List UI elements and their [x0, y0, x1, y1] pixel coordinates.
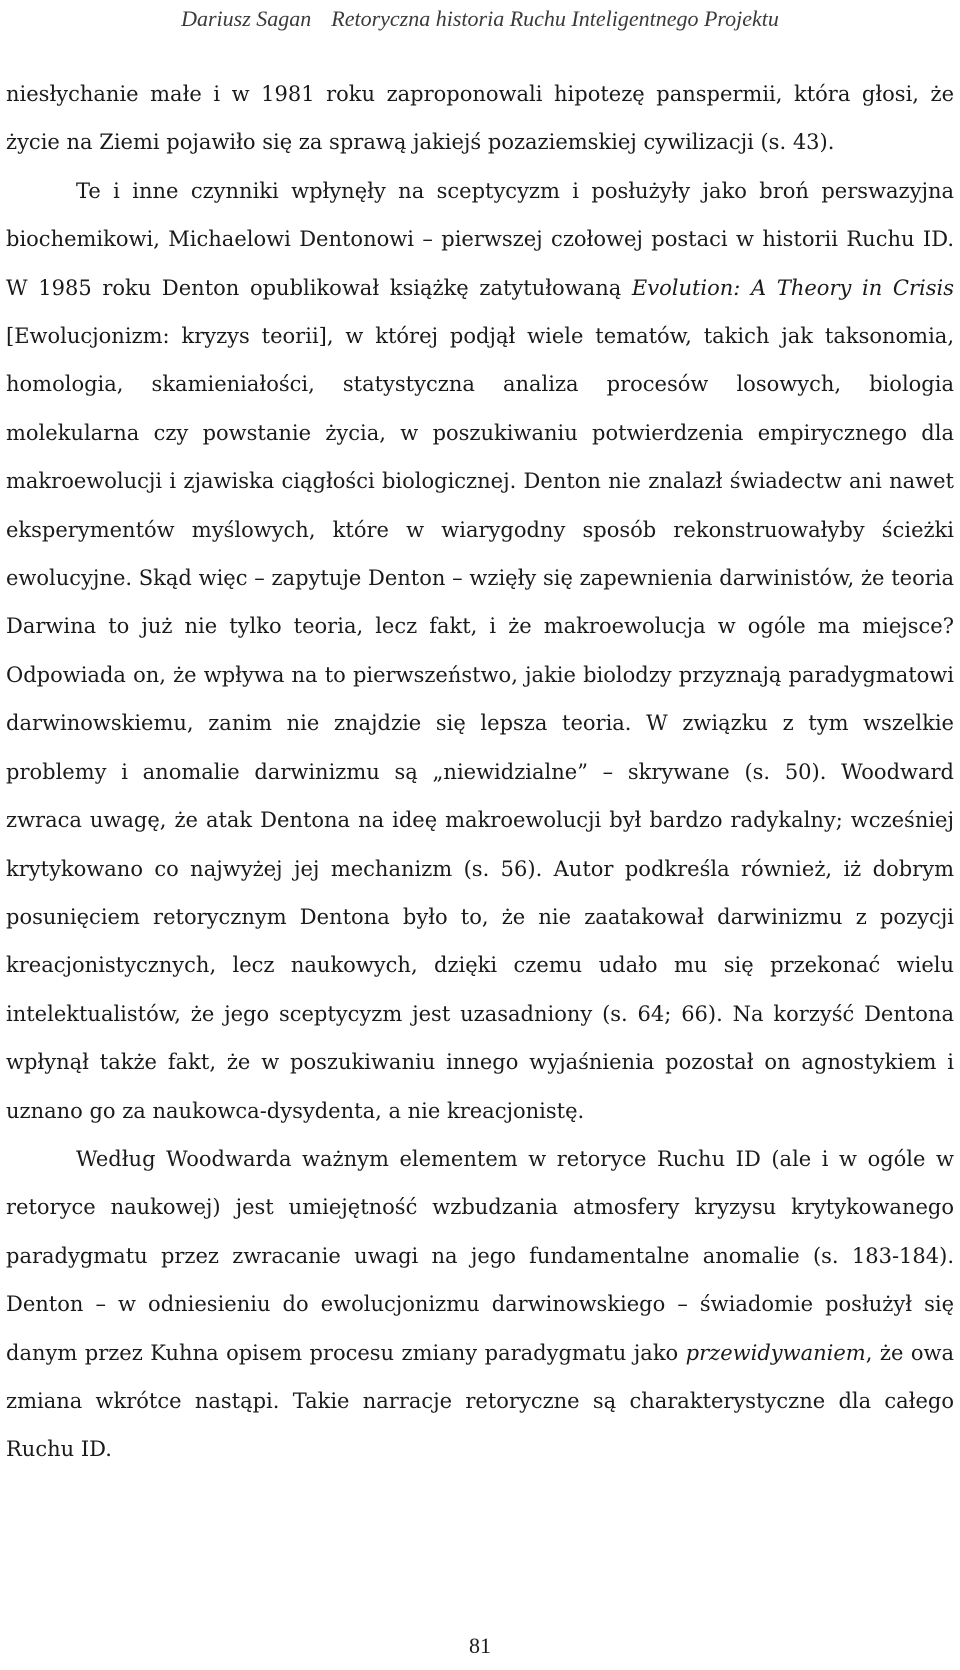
paragraph-text: [Ewolucjonizm: kryzys teorii], w której podjął wiele tematów, takich jak taksonomia, homologia, skamieniałości, statystyczna analiza procesów losowych, biologia molekularna czy powstanie życia, w poszukiwaniu potwierdzenia empirycznego dla makroewolucji i zjawiska ciągłości biologicznej. Denton nie znalazł świadectw ani nawet eksperymentów myślowych, które w wiarygodny sposób rekonstruowałyby ścieżki ewolucyjne. Skąd więc – zapytuje Denton – wzięły się zapewnienia darwinistów, że teoria Darwina to już nie tylko teoria, lecz fakt, i że makroewolucja w ogóle ma miejsce? Odpowiada on, że wpływa na to pierwszeństwo, jakie biolodzy przyznają paradygmatowi darwinowskiemu, zanim nie znajdzie się lepsza teoria. W związku z tym wszelkie problemy i anomalie darwinizmu są „niewidzialne” – skrywane (s. 50). Woodward zwraca uwagę, że atak Dentona na ideę makroewolucji był bardzo radykalny; wcześniej krytykowano co najwyżej jej mechanizm (s. 56). Autor podkreśla również, iż dobrym posunięciem retorycznym Dentona było to, że nie zaatakował darwinizmu z pozycji kreacjonistycznych, lecz naukowych, dzięki czemu udało mu się przekonać wielu intelektualistów, że jego sceptycyzm jest uzasadniony (s. 64; 66). Na korzyść Dentona wpłynął także fakt, że w poszukiwaniu innego wyjaśnienia pozostał on agnostykiem i uznano go za naukowca-dysydenta, a nie kreacjonistę.	[6, 324, 954, 1123]
header-title: Retoryczna historia Ruchu Inteligentnego Projektu	[331, 6, 779, 31]
running-header	[0, 0, 960, 38]
header-author: Dariusz Sagan	[181, 6, 312, 31]
paragraph-continuation	[6, 70, 954, 167]
paragraph-text: Te i inne czynniki wpłynęły na sceptycyzm i posłużyły jako broń perswazyjna biochemikowi, Michaelowi Dentonowi – pierwszej czołowej postaci w historii Ruchu ID. W 1985 roku Denton opublikował książkę zatytułowaną	[6, 178, 954, 300]
body-text	[6, 70, 954, 1474]
paragraph-woodward	[6, 1135, 954, 1474]
paragraph-text: niesłychanie małe i w 1981 roku zaproponowali hipotezę panspermii, która głosi, że życie na Ziemi pojawiło się za sprawą jakiejś pozaziemskiej cywilizacji (s. 43).	[6, 82, 954, 155]
paragraph-text: Według Woodwarda ważnym elementem w retoryce Ruchu ID (ale i w ogóle w retoryce naukowej) jest umiejętność wzbudzania atmosfery kryzysu krytykowanego paradygmatu przez zwracanie uwagi na jego fundamentalne anomalie (s. 183-184). Denton – w odniesieniu do ewolucjonizmu darwinowskiego – świadomie posłużył się danym przez Kuhna opisem procesu zmiany paradygmatu jako	[6, 1146, 954, 1365]
paragraph-text: , że owa zmiana wkrótce nastąpi. Takie narracje retoryczne są charakterystyczne dla całego Ruchu ID.	[6, 1340, 954, 1462]
emphasized-term: przewidywaniem	[685, 1340, 866, 1365]
page-number: 81	[469, 1633, 491, 1658]
paragraph-denton	[6, 167, 954, 1135]
book-title: Evolution: A Theory in Crisis	[631, 275, 954, 300]
